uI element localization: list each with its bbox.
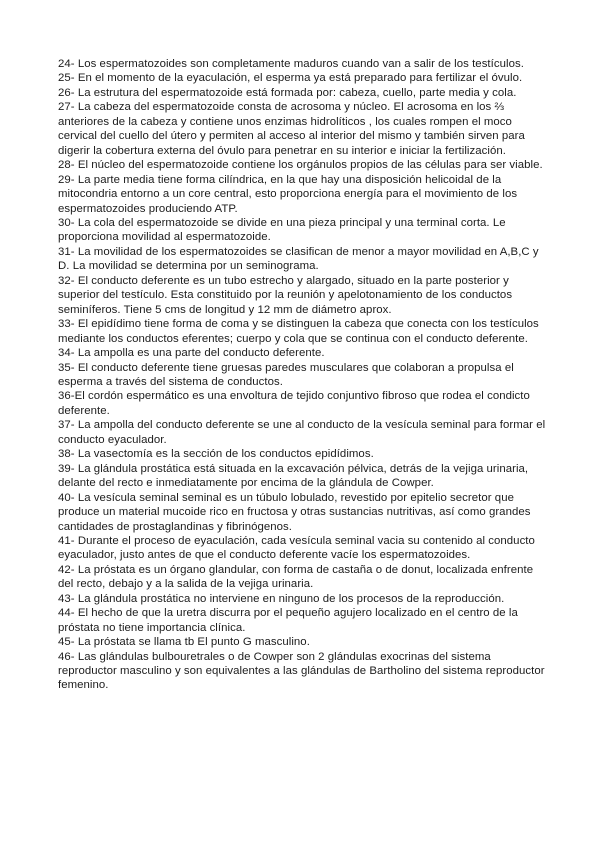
statement-38: 38- La vasectomía es la sección de los conductos epidídimos.	[58, 448, 374, 461]
statement-29: 29- La parte media tiene forma cilíndrica, en la que hay una disposición helicoidal de la mitocondria entorno a un core central, esto proporciona energía para el movimiento de los espermatozoides produciendo ATP.	[58, 173, 518, 215]
statement-24: 24- Los espermatozoides son completamente maduros cuando van a salir de los testículos.	[58, 58, 524, 70]
statement-37: 37- La ampolla del conducto deferente se une al conducto de la vesícula seminal para formar el conducto eyaculador.	[58, 419, 546, 446]
statement-40: 40- La vesícula seminal seminal es un túbulo lobulado, revestido por epitelio secretor que produce un material mucoide rico en fructosa y otras sustancias nutritivas, así como grandes cantidades de prostaglandinas y fibrinógenos.	[58, 491, 531, 533]
statement-27: 27- La cabeza del espermatozoide consta de acrosoma y núcleo. El acrosoma en los ⅔ anteriores de la cabeza y contiene unos enzimas hidrolíticos , los cuales rompen el moco cervical del cuello del útero y permiten al acceso al interior del mismo y también sirven para digerir la cobertura externa del óvulo para penetrar en su interior e iniciar la fertilización.	[58, 101, 525, 157]
statement-25: 25- En el momento de la eyaculación, el esperma ya está preparado para fertilizar el óvulo.	[58, 72, 523, 85]
statement-45: 45- La próstata se llama tb El punto G masculino.	[58, 636, 310, 649]
document-body	[58, 57, 548, 693]
statement-46: 46- Las glándulas bulbouretrales o de Cowper son 2 glándulas exocrinas del sistema reproductor masculino y son equivalentes a las glándulas de Bartholino del sistema reproductor femenino.	[58, 650, 545, 692]
statement-33: 33- El epidídimo tiene forma de coma y se distinguen la cabeza que conecta con los testículos mediante los conductos eferentes; cuerpo y cola que se continua con el conducto deferente.	[58, 318, 539, 345]
statement-36: 36-El cordón espermático es una envoltura de tejido conjuntivo fibroso que rodea el condicto deferente.	[58, 390, 530, 417]
statement-42: 42- La próstata es un órgano glandular, con forma de castaña o de donut, localizada enfrente del recto, debajo y a la salida de la vejiga urinaria.	[58, 563, 534, 591]
statement-30: 30- La cola del espermatozoide se divide en una pieza principal y una terminal corta. Le proporciona movilidad al espermatozoide.	[58, 216, 506, 244]
statement-41: 41- Durante el proceso de eyaculación, cada vesícula seminal vacia su contenido al conducto eyaculador, justo antes de que el conducto deferente vacíe los espermatozoides.	[58, 534, 535, 562]
statement-44: 44- El hecho de que la uretra discurra por el pequeño agujero localizado en el centro de la próstata no tiene importancia clínica.	[58, 607, 518, 634]
statement-26: 26- La estrutura del espermatozoide está formada por: cabeza, cuello, parte media y cola.	[58, 86, 517, 99]
statement-28: 28- El núcleo del espermatozoide contiene los orgánulos propios de las células para ser viable.	[58, 159, 543, 172]
statement-43: 43- La glándula prostática no interviene en ninguno de los procesos de la reproducción.	[58, 592, 505, 605]
statement-32: 32- El conducto deferente es un tubo estrecho y alargado, situado en la parte posterior y superior del testículo. Esta constituido por la reunión y apelotonamiento de los conductos seminíferos. Tiene 5 cms de longitud y 12 mm de diámetro aprox.	[58, 274, 513, 316]
statement-39: 39- La glándula prostática está situada en la excavación pélvica, detrás de la vejiga urinaria, delante del recto e inmediatamente por encima de la glándula de Cowper.	[58, 462, 529, 490]
statement-31: 31- La movilidad de los espermatozoides se clasifican de menor a mayor movilidad en A,B,C y D. La movilidad se determina por un seminograma.	[58, 245, 539, 273]
statement-35: 35- El conducto deferente tiene gruesas paredes musculares que colaboran a propulsa el esperma a través del sistema de conductos.	[58, 361, 514, 388]
statement-34: 34- La ampolla es una parte del conducto deferente.	[58, 347, 325, 360]
